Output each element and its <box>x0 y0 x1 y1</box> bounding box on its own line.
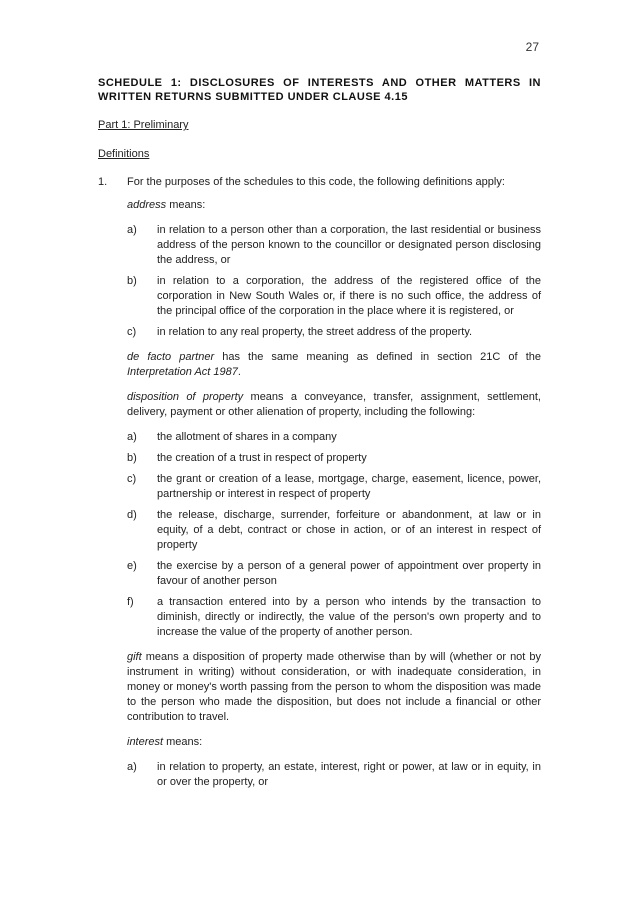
list-label: a) <box>127 224 137 236</box>
list-item <box>127 559 541 589</box>
list-text: in relation to any real property, the street address of the property. <box>157 326 473 338</box>
definition-address-intro <box>127 198 541 213</box>
list-label: d) <box>127 509 137 521</box>
definition-text: has the same meaning as defined in section 21C of the <box>214 351 541 363</box>
term-gift: gift <box>127 651 142 663</box>
list-item <box>127 451 541 466</box>
list-item <box>127 430 541 445</box>
act-name: Interpretation Act 1987 <box>127 366 238 378</box>
list-item <box>127 325 541 340</box>
list-item <box>127 472 541 502</box>
definition-text: means a disposition of property made otherwise than by will (whether or not by instrument in writing) without consideration, or with inadequate consideration, in money or money's worth passing from the person to whom the disposition was made to the person who made the disposition, but does not include a financial or other contribution to travel. <box>127 651 541 723</box>
definition-text: means: <box>166 199 206 211</box>
clause-text: For the purposes of the schedules to this code, the following definitions apply: <box>127 176 505 188</box>
list-label: b) <box>127 275 137 287</box>
list-label: c) <box>127 473 137 485</box>
definition-de-facto-partner <box>127 350 541 380</box>
list-text: in relation to a person other than a corporation, the last residential or business address of the person known to the councillor or designated person disclosing the address, or <box>157 224 541 266</box>
schedule-heading: SCHEDULE 1: DISCLOSURES OF INTERESTS AND OTHER MATTERS IN WRITTEN RETURNS SUBMITTED UNDER CLAUSE 4.15 <box>98 77 541 103</box>
list-item <box>127 223 541 268</box>
page-number: 27 <box>525 40 539 54</box>
list-label: a) <box>127 761 137 773</box>
list-label: c) <box>127 326 137 338</box>
disposition-list <box>127 430 541 640</box>
list-text: the allotment of shares in a company <box>157 431 337 443</box>
list-label: a) <box>127 431 137 443</box>
clause-number: 1. <box>98 176 108 188</box>
list-item <box>127 274 541 319</box>
term-address: address <box>127 199 167 211</box>
definitions-body <box>127 198 541 800</box>
list-text: the creation of a trust in respect of property <box>157 452 367 464</box>
definition-text: means: <box>163 736 203 748</box>
definition-interest-intro <box>127 735 541 750</box>
list-text: the exercise by a person of a general power of appointment over property in favour of another person <box>157 560 541 587</box>
definition-disposition-of-property <box>127 390 541 420</box>
address-list <box>127 223 541 340</box>
list-label: f) <box>127 596 134 608</box>
list-item <box>127 595 541 640</box>
term-disposition-of-property: disposition of property <box>127 391 244 403</box>
term-de-facto-partner: de facto partner <box>127 351 215 363</box>
list-item <box>127 760 541 790</box>
list-label: e) <box>127 560 137 572</box>
definition-end: . <box>237 366 241 378</box>
list-text: the release, discharge, surrender, forfeiture or abandonment, at law or in equity, of a debt, contract or chose in action, or of an interest in respect of property <box>157 509 541 551</box>
term-interest: interest <box>127 736 164 748</box>
interest-list <box>127 760 541 790</box>
list-text: the grant or creation of a lease, mortgage, charge, easement, licence, power, partnership or interest in respect of property <box>157 473 541 500</box>
list-text: in relation to property, an estate, interest, right or power, at law or in equity, in or over the property, or <box>157 761 541 788</box>
list-text: in relation to a corporation, the address of the registered office of the corporation in New South Wales or, if there is no such office, the address of the principal office of the corporation in the place where it is registered, or <box>157 275 541 317</box>
list-text: a transaction entered into by a person who intends by the transaction to diminish, directly or indirectly, the value of the person's own property and to increase the value of the property of another person. <box>157 596 541 638</box>
list-item <box>127 508 541 553</box>
definition-text: means a conveyance, transfer, assignment, settlement, delivery, payment or other alienation of property, including the following: <box>127 391 541 418</box>
list-label: b) <box>127 452 137 464</box>
definition-gift <box>127 650 541 725</box>
section-title: Definitions <box>98 148 150 160</box>
part-title: Part 1: Preliminary <box>98 119 189 131</box>
